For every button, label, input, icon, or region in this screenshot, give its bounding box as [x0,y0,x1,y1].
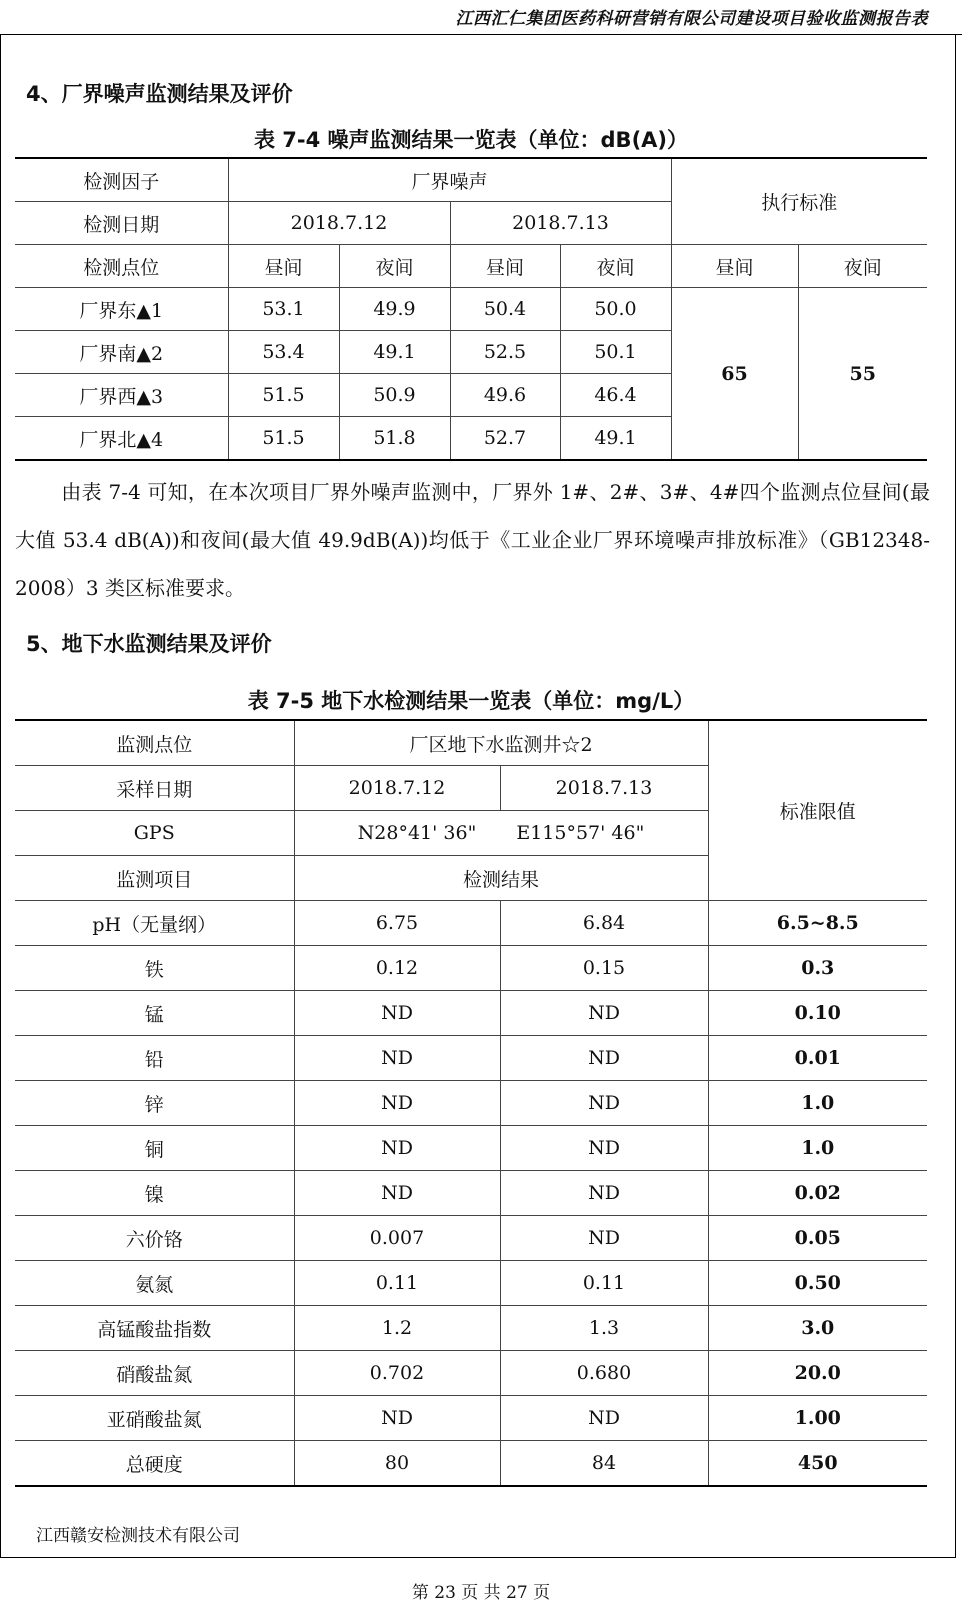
value-cell: 0.11 [500,1261,708,1306]
value-cell: 53.1 [228,288,339,331]
value-cell: 49.1 [339,331,450,374]
value-cell: 51.5 [228,417,339,461]
limit-cell: 1.0 [708,1081,927,1126]
item-cell: 氨氮 [15,1261,294,1306]
header-cell: 夜间 [560,245,671,288]
gps-latitude: N28°41' 36" [357,822,477,844]
table-7-4-caption: 表 7-4 噪声监测结果一览表（单位：dB(A)） [253,128,689,152]
item-cell: 硝酸盐氮 [15,1351,294,1396]
value-cell: ND [500,1216,708,1261]
section-4-title: 4、厂界噪声监测结果及评价 [26,82,293,106]
limit-cell: 0.02 [708,1171,927,1216]
item-cell: 总硬度 [15,1441,294,1487]
value-cell: ND [294,1126,500,1171]
value-cell: 0.680 [500,1351,708,1396]
header-cell: 标准限值 [708,720,927,901]
limit-cell: 20.0 [708,1351,927,1396]
table-row [15,1081,927,1126]
item-cell: 高锰酸盐指数 [15,1306,294,1351]
header-cell: 检测因子 [15,158,228,202]
limit-cell: 0.3 [708,946,927,991]
value-cell: ND [294,1171,500,1216]
value-cell: 53.4 [228,331,339,374]
limit-cell: 0.05 [708,1216,927,1261]
value-cell: 46.4 [560,374,671,417]
value-cell: 49.6 [450,374,560,417]
table-row [15,991,927,1036]
footer-page-number: 第 23 页 共 27 页 [411,1583,551,1603]
limit-cell: 450 [708,1441,927,1487]
value-cell: ND [500,1036,708,1081]
value-cell: 52.7 [450,417,560,461]
point-cell: 厂界北▲4 [15,417,228,461]
point-cell: 厂界南▲2 [15,331,228,374]
item-cell: 镍 [15,1171,294,1216]
table-row [15,946,927,991]
footer-company: 江西赣安检测技术有限公司 [36,1526,240,1546]
value-cell: 6.75 [294,901,500,946]
value-cell: ND [294,991,500,1036]
header-cell: GPS [15,811,294,856]
header-cell: 监测点位 [15,720,294,766]
value-cell: ND [500,1396,708,1441]
header-cell: 监测项目 [15,856,294,901]
value-cell: 51.5 [228,374,339,417]
value-cell: 6.84 [500,901,708,946]
value-cell: 50.0 [560,288,671,331]
standard-day-cell: 65 [671,288,798,461]
item-cell: 六价铬 [15,1216,294,1261]
section-5-title: 5、地下水监测结果及评价 [26,632,272,656]
header-cell: 检测日期 [15,202,228,245]
value-cell: 0.15 [500,946,708,991]
value-cell: 49.9 [339,288,450,331]
value-cell: 52.5 [450,331,560,374]
value-cell: ND [500,1126,708,1171]
value-cell: 0.007 [294,1216,500,1261]
gps-cell [294,811,708,856]
value-cell: 1.3 [500,1306,708,1351]
table-row [15,1216,927,1261]
table-row [15,1396,927,1441]
limit-cell: 3.0 [708,1306,927,1351]
point-value-cell: 厂区地下水监测井☆2 [294,720,708,766]
item-cell: 铁 [15,946,294,991]
table-row [15,901,927,946]
date-cell: 2018.7.12 [294,766,500,811]
value-cell: 1.2 [294,1306,500,1351]
header-cell: 采样日期 [15,766,294,811]
date-cell: 2018.7.12 [228,202,450,245]
header-cell: 执行标准 [671,158,927,245]
limit-cell: 6.5~8.5 [708,901,927,946]
limit-cell: 0.01 [708,1036,927,1081]
table-row [15,1036,927,1081]
header-cell: 昼间 [671,245,798,288]
standard-night-cell: 55 [798,288,927,461]
limit-cell: 0.10 [708,991,927,1036]
item-cell: 锰 [15,991,294,1036]
date-cell: 2018.7.13 [500,766,708,811]
header-cell: 昼间 [228,245,339,288]
value-cell: 50.4 [450,288,560,331]
table-row [15,1441,927,1487]
value-cell: ND [500,1171,708,1216]
date-cell: 2018.7.13 [450,202,671,245]
table-row [15,1351,927,1396]
value-cell: ND [500,1081,708,1126]
limit-cell: 1.0 [708,1126,927,1171]
table-row [15,1171,927,1216]
value-cell: 49.1 [560,417,671,461]
value-cell: ND [294,1081,500,1126]
header-cell: 检测点位 [15,245,228,288]
header-cell: 昼间 [450,245,560,288]
header-cell: 厂界噪声 [228,158,671,202]
value-cell: 84 [500,1441,708,1487]
value-cell: 0.702 [294,1351,500,1396]
noise-table [15,157,927,461]
value-cell: 51.8 [339,417,450,461]
item-cell: 亚硝酸盐氮 [15,1396,294,1441]
item-cell: 锌 [15,1081,294,1126]
value-cell: 50.1 [560,331,671,374]
table-7-5-caption: 表 7-5 地下水检测结果一览表（单位：mg/L） [247,689,695,713]
value-cell: ND [294,1036,500,1081]
gps-longitude: E115°57' 46" [516,822,645,844]
value-cell: ND [294,1396,500,1441]
value-cell: 0.12 [294,946,500,991]
conclusion-paragraph [15,468,930,612]
table-row [15,1261,927,1306]
value-cell: 50.9 [339,374,450,417]
value-cell: ND [500,991,708,1036]
limit-cell: 0.50 [708,1261,927,1306]
point-cell: 厂界西▲3 [15,374,228,417]
conclusion-text: 由表 7-4 可知，在本次项目厂界外噪声监测中，厂界外 1#、2#、3#、4#四个监测点位昼间(最大值 53.4 dB(A))和夜间(最大值 49.9dB(A))均低于《工业企业厂界环境噪声排放标准》（GB12348-2008）3 类区标准要求。 [15,480,930,600]
limit-cell: 1.00 [708,1396,927,1441]
table-row [15,1306,927,1351]
page-header-title: 江西汇仁集团医药科研营销有限公司建设项目验收监测报告表 [455,9,928,29]
table-row [15,288,927,331]
item-cell: pH（无量纲） [15,901,294,946]
value-cell: 0.11 [294,1261,500,1306]
value-cell: 80 [294,1441,500,1487]
table-row [15,1126,927,1171]
item-cell: 铅 [15,1036,294,1081]
header-cell: 夜间 [339,245,450,288]
groundwater-table [15,719,927,1487]
item-cell: 铜 [15,1126,294,1171]
point-cell: 厂界东▲1 [15,288,228,331]
header-cell: 夜间 [798,245,927,288]
header-cell: 检测结果 [294,856,708,901]
